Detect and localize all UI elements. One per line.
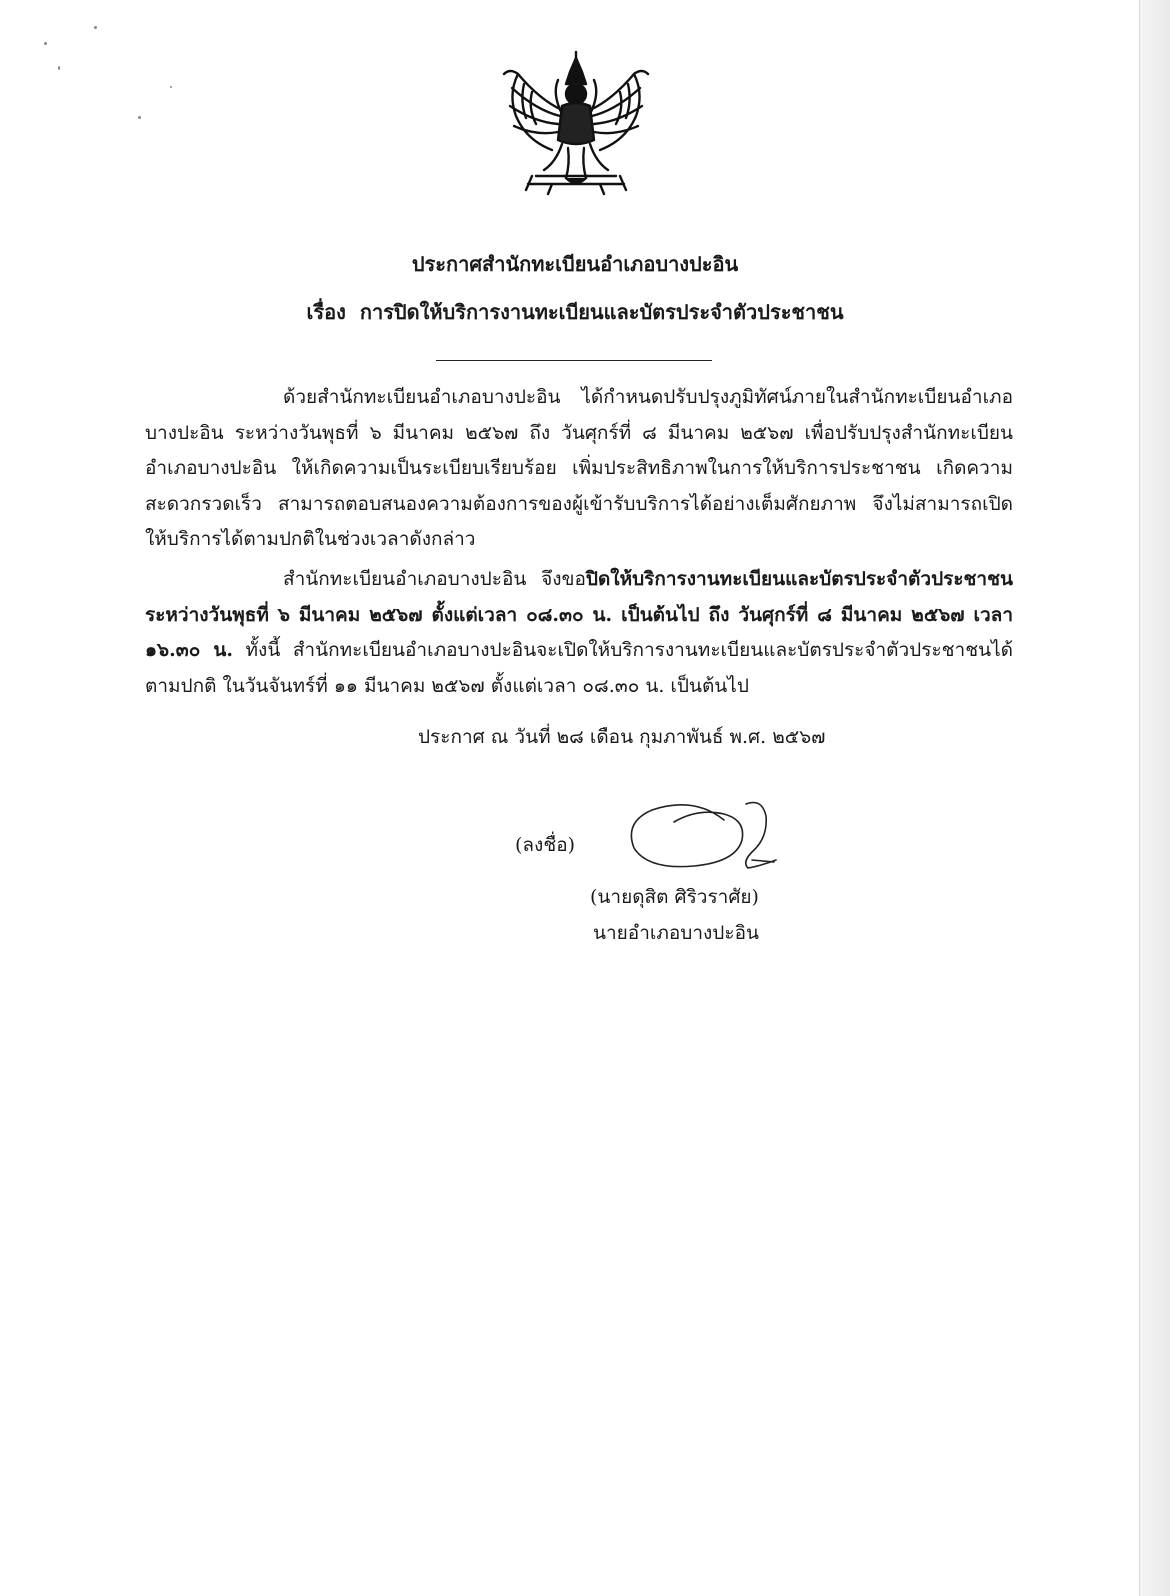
subject-label: เรื่อง bbox=[306, 300, 346, 324]
announcement-subject bbox=[0, 296, 1150, 328]
scan-speck bbox=[170, 86, 172, 88]
paragraph-2 bbox=[145, 562, 1013, 704]
scan-speck bbox=[138, 116, 141, 119]
page-edge bbox=[1139, 0, 1170, 1596]
garuda-emblem-icon bbox=[496, 44, 656, 204]
scan-speck bbox=[58, 66, 60, 70]
scan-speck bbox=[94, 26, 97, 29]
title-divider bbox=[436, 360, 712, 361]
announcement-date: ประกาศ ณ วันที่ ๒๘ เดือน กุมภาพันธ์ พ.ศ. ๒๕๖๗ bbox=[418, 726, 826, 748]
signer-position: นายอำเภอบางปะอิน bbox=[593, 922, 759, 944]
paragraph-1-text: ด้วยสำนักทะเบียนอำเภอบางปะอิน ได้กำหนดปรับปรุงภูมิทัศน์ภายในสำนักทะเบียนอำเภอบางปะอิน ระหว่างวันพุธที่ ๖ มีนาคม ๒๕๖๗ ถึง วันศุกร์ที่ ๘ มีนาคม ๒๕๖๗ เพื่อปรับปรุงสำนักทะเบียนอำเภอบางปะอิน ให้เกิดความเป็นระเบียบเรียบร้อย เพิ่มประสิทธิภาพในการให้บริการประชาชน เกิดความสะดวกรวดเร็ว สามารถตอบสนองความต้องการของผู้เข้ารับบริการได้อย่างเต็มศักยภาพ จึงไม่สามารถเปิดให้บริการได้ตามปกติในช่วงเวลาดังกล่าว bbox=[145, 386, 1013, 550]
paragraph-2-end: ทั้งนี้ สำนักทะเบียนอำเภอบางปะอินจะเปิดให้บริการงานทะเบียนและบัตรประจำตัวประชาชนได้ตามปกติ ในวันจันทร์ที่ ๑๑ มีนาคม ๒๕๖๗ ตั้งแต่เวลา ๐๘.๓๐ น. เป็นต้นไป bbox=[145, 639, 1013, 697]
subject-text: การปิดให้บริการงานทะเบียนและบัตรประจำตัวประชาชน bbox=[359, 300, 844, 324]
handwritten-signature bbox=[624, 790, 784, 880]
paragraph-2-start: สำนักทะเบียนอำเภอบางปะอิน จึงขอ bbox=[283, 568, 586, 590]
sign-label: (ลงชื่อ) bbox=[515, 834, 576, 856]
signer-name: (นายดุสิต ศิริวราศัย) bbox=[590, 886, 759, 908]
announcement-title: ประกาศสำนักทะเบียนอำเภอบางปะอิน bbox=[411, 252, 739, 276]
scan-speck bbox=[44, 42, 47, 45]
paragraph-1 bbox=[145, 380, 1013, 558]
paragraph-2-bold: ปิดให้บริการงานทะเบียนและบัตรประจำตัวประชาชน ระหว่างวันพุธที่ ๖ มีนาคม ๒๕๖๗ ตั้งแต่เวลา ๐๘.๓๐ น. เป็นต้นไป ถึง วันศุกร์ที่ ๘ มีนาคม ๒๕๖๗ เวลา ๑๖.๓๐ น. bbox=[145, 568, 1013, 661]
